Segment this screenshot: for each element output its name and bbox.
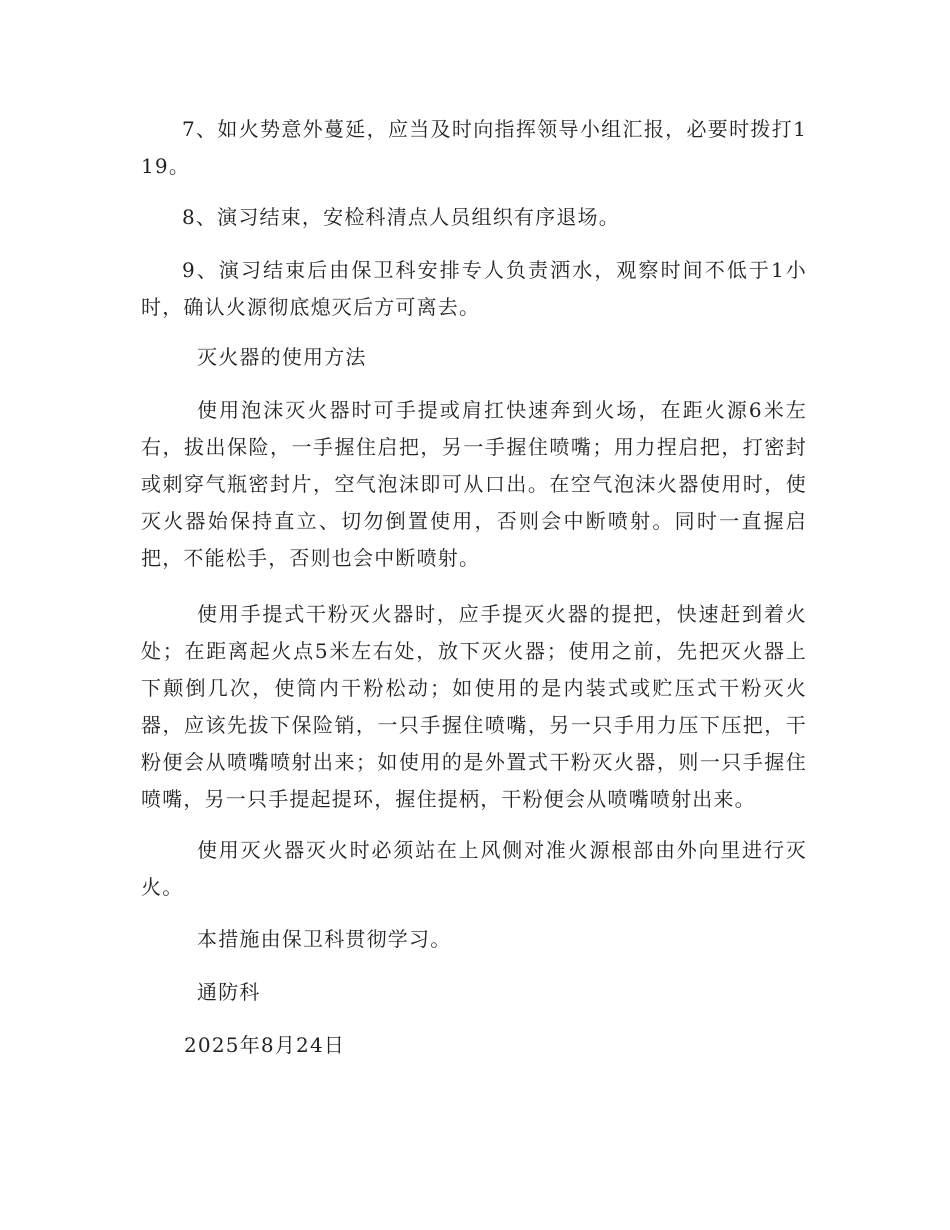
paragraph-powder-extinguisher: 使用手提式干粉灭火器时，应手提灭火器的提把，快速赶到着火处；在距离起火点5米左右处，放下灭火器；使用之前，先把灭火器上下颠倒几次，使筒内干粉松动；如使用的是内装式或贮压式干粉灭火器，应该先拔下保险销，一只手握住喷嘴，另一只手用力压下压把，干粉便会从喷嘴喷射出来；如使用的是外置式干粉灭火器，则一只手握住喷嘴，另一只手提起提环，握住提柄，干粉便会从喷嘴喷射出来。 [141,602,807,811]
paragraph-item-8: 8、演习结束，安检科清点人员组织有序退场。 [182,205,620,229]
paragraph-foam-extinguisher: 使用泡沫灭火器时可手提或肩扛快速奔到火场，在距火源6米左右，拔出保险，一手握住启把，另一手握住喷嘴；用力捏启把，打密封或刺穿气瓶密封片，空气泡沫即可从口出。在空气泡沫火器使用时，使灭火器始保持直立、切勿倒置使用，否则会中断喷射。同时一直握启把，不能松手，否则也会中断喷射。 [141,398,807,570]
paragraph-wind-side: 使用灭火器灭火时必须站在上风侧对准火源根部由外向里进行灭火。 [141,838,807,899]
paragraph-item-9: 9、演习结束后由保卫科安排专人负责洒水，观察时间不低于1小时，确认火源彻底熄灭后方可离去。 [141,258,807,319]
document-date: 2025年8月24日 [184,1033,346,1057]
section-heading: 灭火器的使用方法 [197,345,367,369]
closing-statement: 本措施由保卫科贯彻学习。 [197,927,452,951]
signature-department: 通防科 [197,980,261,1004]
paragraph-item-7: 7、如火势意外蔓延，应当及时向指挥领导小组汇报，必要时拨打119。 [141,117,807,178]
